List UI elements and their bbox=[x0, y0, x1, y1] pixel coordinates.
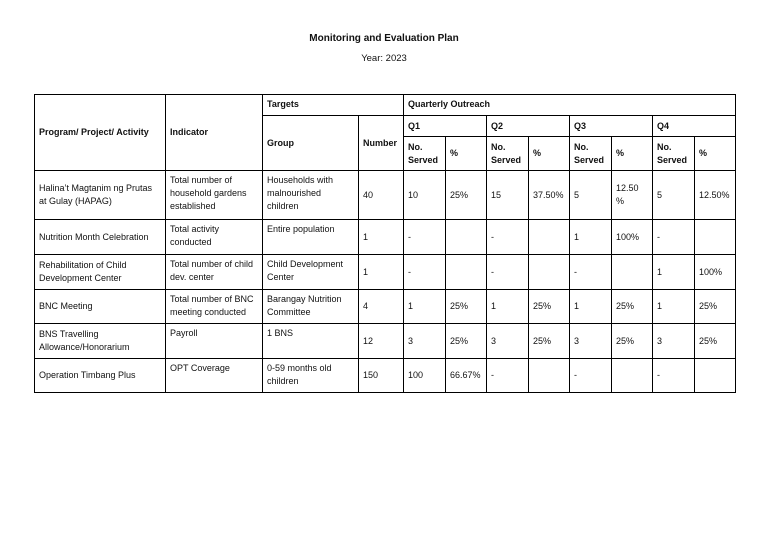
indicator-cell: OPT Coverage bbox=[166, 359, 263, 393]
target-number-cell: 1 bbox=[359, 220, 404, 255]
table-row bbox=[35, 290, 736, 324]
q2-percent-cell: 25% bbox=[529, 290, 570, 324]
header-indicator: Indicator bbox=[166, 95, 263, 171]
q2-percent-cell: 25% bbox=[529, 324, 570, 359]
q2-percent-cell bbox=[529, 255, 570, 290]
table-body bbox=[35, 95, 736, 393]
q3-served-cell: 5 bbox=[570, 171, 612, 220]
program-cell: Nutrition Month Celebration bbox=[35, 220, 166, 255]
header-program: Program/ Project/ Activity bbox=[35, 95, 166, 171]
q3-percent-cell: 25% bbox=[612, 324, 653, 359]
q1-served-cell: 1 bbox=[404, 290, 446, 324]
q4-served-cell: - bbox=[653, 359, 695, 393]
header-q1-served: No. Served bbox=[404, 137, 446, 171]
q2-served-cell: - bbox=[487, 255, 529, 290]
q4-percent-cell bbox=[695, 220, 736, 255]
target-number-cell: 12 bbox=[359, 324, 404, 359]
q3-served-cell: 1 bbox=[570, 290, 612, 324]
q4-served-cell: 1 bbox=[653, 255, 695, 290]
header-group: Group bbox=[263, 116, 359, 171]
document-year: Year: 2023 bbox=[361, 53, 407, 64]
q4-served-cell: 3 bbox=[653, 324, 695, 359]
q3-served-cell: - bbox=[570, 359, 612, 393]
q1-percent-cell: 25% bbox=[446, 290, 487, 324]
q1-served-cell: - bbox=[404, 220, 446, 255]
q4-served-cell: - bbox=[653, 220, 695, 255]
target-group-cell: Barangay Nutrition Committee bbox=[263, 290, 359, 324]
header-q2-pct: % bbox=[529, 137, 570, 171]
q3-percent-cell: 100% bbox=[612, 220, 653, 255]
q2-served-cell: 1 bbox=[487, 290, 529, 324]
q3-served-cell: 3 bbox=[570, 324, 612, 359]
q3-served-cell: - bbox=[570, 255, 612, 290]
q4-served-cell: 5 bbox=[653, 171, 695, 220]
table-row bbox=[35, 359, 736, 393]
header-q2-served: No. Served bbox=[487, 137, 529, 171]
program-cell: Rehabilitation of Child Development Center bbox=[35, 255, 166, 290]
target-number-cell: 1 bbox=[359, 255, 404, 290]
header-number: Number bbox=[359, 116, 404, 171]
header-row-1 bbox=[35, 95, 736, 116]
q1-percent-cell bbox=[446, 220, 487, 255]
target-group-cell: Child Development Center bbox=[263, 255, 359, 290]
program-cell: Operation Timbang Plus bbox=[35, 359, 166, 393]
q2-percent-cell: 37.50% bbox=[529, 171, 570, 220]
header-q4-pct: % bbox=[695, 137, 736, 171]
q3-percent-cell: 25% bbox=[612, 290, 653, 324]
q1-served-cell: 3 bbox=[404, 324, 446, 359]
header-q1: Q1 bbox=[404, 116, 487, 137]
q4-percent-cell: 25% bbox=[695, 324, 736, 359]
q1-percent-cell: 25% bbox=[446, 171, 487, 220]
header-q4: Q4 bbox=[653, 116, 736, 137]
target-number-cell: 150 bbox=[359, 359, 404, 393]
monitoring-evaluation-table bbox=[34, 94, 736, 393]
q1-percent-cell: 25% bbox=[446, 324, 487, 359]
target-number-cell: 40 bbox=[359, 171, 404, 220]
header-quarterly-outreach: Quarterly Outreach bbox=[404, 95, 736, 116]
header-targets: Targets bbox=[263, 95, 404, 116]
q4-percent-cell bbox=[695, 359, 736, 393]
target-group-cell: 0-59 months old children bbox=[263, 359, 359, 393]
q2-served-cell: - bbox=[487, 359, 529, 393]
header-q2: Q2 bbox=[487, 116, 570, 137]
header-q3: Q3 bbox=[570, 116, 653, 137]
q1-percent-cell bbox=[446, 255, 487, 290]
target-group-cell: 1 BNS bbox=[263, 324, 359, 359]
indicator-cell: Total number of household gardens established bbox=[166, 171, 263, 220]
table-row bbox=[35, 255, 736, 290]
program-cell: BNC Meeting bbox=[35, 290, 166, 324]
header-q1-pct: % bbox=[446, 137, 487, 171]
q4-percent-cell: 12.50% bbox=[695, 171, 736, 220]
table-row bbox=[35, 220, 736, 255]
table-row bbox=[35, 171, 736, 220]
indicator-cell: Total number of child dev. center bbox=[166, 255, 263, 290]
indicator-cell: Payroll bbox=[166, 324, 263, 359]
q2-percent-cell bbox=[529, 220, 570, 255]
q2-served-cell: 3 bbox=[487, 324, 529, 359]
q2-served-cell: 15 bbox=[487, 171, 529, 220]
header-q3-pct: % bbox=[612, 137, 653, 171]
program-cell: BNS Travelling Allowance/Honorarium bbox=[35, 324, 166, 359]
q1-served-cell: 100 bbox=[404, 359, 446, 393]
header-q4-served: No. Served bbox=[653, 137, 695, 171]
q2-served-cell: - bbox=[487, 220, 529, 255]
table-row bbox=[35, 324, 736, 359]
header-q3-served: No. Served bbox=[570, 137, 612, 171]
indicator-cell: Total activity conducted bbox=[166, 220, 263, 255]
q1-served-cell: 10 bbox=[404, 171, 446, 220]
q4-served-cell: 1 bbox=[653, 290, 695, 324]
q3-percent-cell bbox=[612, 255, 653, 290]
q3-percent-cell bbox=[612, 359, 653, 393]
program-cell: Halina’t Magtanim ng Prutas at Gulay (HAPAG) bbox=[35, 171, 166, 220]
q2-percent-cell bbox=[529, 359, 570, 393]
q4-percent-cell: 25% bbox=[695, 290, 736, 324]
target-number-cell: 4 bbox=[359, 290, 404, 324]
q3-served-cell: 1 bbox=[570, 220, 612, 255]
document-title: Monitoring and Evaluation Plan bbox=[309, 33, 459, 44]
indicator-cell: Total number of BNC meeting conducted bbox=[166, 290, 263, 324]
target-group-cell: Households with malnourished children bbox=[263, 171, 359, 220]
target-group-cell: Entire population bbox=[263, 220, 359, 255]
q1-percent-cell: 66.67% bbox=[446, 359, 487, 393]
q1-served-cell: - bbox=[404, 255, 446, 290]
q3-percent-cell: 12.50 % bbox=[612, 171, 653, 220]
q4-percent-cell: 100% bbox=[695, 255, 736, 290]
